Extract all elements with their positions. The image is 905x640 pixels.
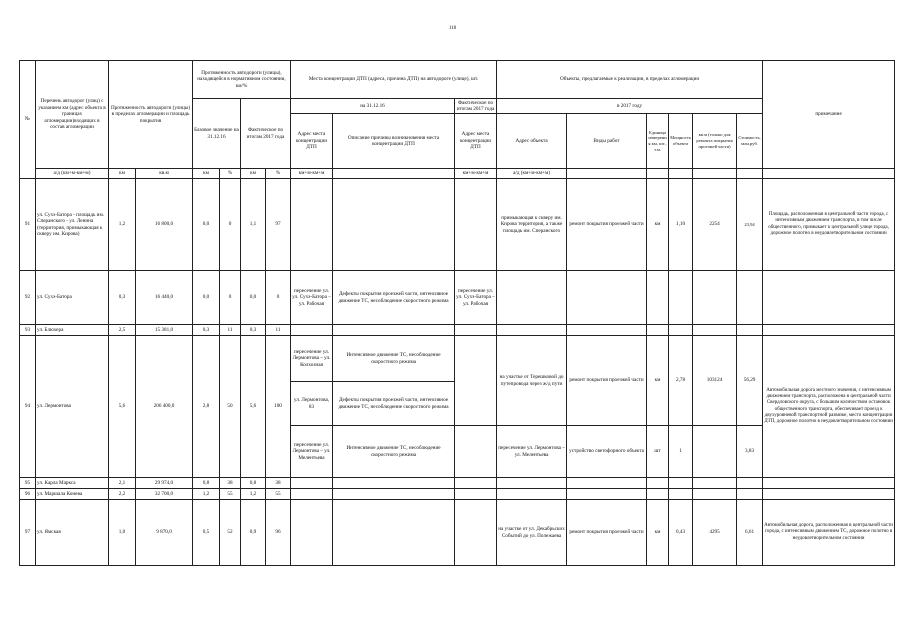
road-length: 2,2	[109, 489, 136, 500]
actual-km: 0,0	[241, 271, 266, 325]
header-obj-address: Адрес объекта	[497, 114, 567, 169]
row-num: 94	[20, 336, 36, 478]
header-dtp-address: Адрес места концентрации ДТП	[291, 114, 333, 169]
header-dtp-places: Места концентрации ДТП (адреса, причина ДТП) на автодороге (улице), шт.	[291, 61, 497, 99]
actual-km: 1,1	[241, 179, 266, 271]
header-row-1	[20, 61, 895, 99]
road-area: 32 700,0	[136, 489, 193, 500]
dtp-cause: Дефекты покрытия проезжей части, интенсивное движение ТС, несоблюдение скоростного режима	[333, 382, 455, 426]
header-units-row	[20, 169, 895, 179]
actual-km: 1,2	[241, 489, 266, 500]
road-name: ул. Сухэ-Батора	[36, 271, 109, 325]
capacity: 2,78	[669, 336, 693, 426]
actual-km: 0,9	[241, 500, 266, 566]
base-pct: 0	[220, 179, 241, 271]
row-num: 92	[20, 271, 36, 325]
road-name: ул. Маршала Конева	[36, 489, 109, 500]
road-area: 9 870,0	[136, 500, 193, 566]
unit-addr: а/д (км+м-км+м)	[36, 169, 109, 179]
dtp-cause: Интенсивное движение ТС, несоблюдение скоростного режима	[333, 336, 455, 382]
road-name: ул. Ямская	[36, 500, 109, 566]
base-km: 0,8	[193, 478, 220, 489]
actual-km: 0,8	[241, 478, 266, 489]
row-num: 91	[20, 179, 36, 271]
base-pct: 0	[220, 271, 241, 325]
road-length: 2,1	[109, 478, 136, 489]
unit-dtp-kmm-2: км+м-км+м	[455, 169, 497, 179]
header-work-type: Виды работ	[567, 114, 647, 169]
road-length: 2,5	[109, 325, 136, 336]
object-address: на участке от ул. Декабрьских Событий до ул. Полежаева	[497, 500, 567, 566]
base-km: 2,8	[193, 336, 220, 478]
unit: км	[647, 336, 669, 426]
dtp-address: пересечение ул. Лермонтова – ул. Мелентьева	[291, 426, 333, 478]
unit-obj-addr: а/д (км+м-км+м)	[497, 169, 567, 179]
work-type: устройство светофорного объекта	[567, 426, 647, 478]
header-road-list: Перечень автодорог (улиц) с указанием км (адрес объекта в границах агломерации)входящих в состав агломерации	[36, 61, 109, 169]
header-capacity: Мощность объекта	[669, 114, 693, 169]
road-length: 5,6	[109, 336, 136, 478]
capacity: 1	[669, 426, 693, 478]
repair-area: 2254	[693, 179, 737, 271]
table-row	[20, 489, 895, 500]
unit: шт	[647, 426, 669, 478]
header-area: кв.м (только для ремонта покрытия проезжей части)	[693, 114, 737, 169]
work-type: ремонт покрытия проезжей части	[567, 336, 647, 426]
base-km: 0,5	[193, 500, 220, 566]
actual-km: 5,6	[241, 336, 266, 478]
object-address: примыкающая к скверу им. Кирова территория, а также площадь им. Сперанского	[497, 179, 567, 271]
base-pct: 38	[220, 478, 241, 489]
header-length-total: Протяженность автодороги (улицы) в пределах агломерации и площадь покрытия	[109, 61, 193, 169]
base-pct: 11	[220, 325, 241, 336]
actual-pct: 96	[266, 500, 291, 566]
base-pct: 55	[220, 489, 241, 500]
table-row	[20, 336, 895, 382]
actual-km: 0,3	[241, 325, 266, 336]
note: Автомобильная дорога, расположенная в центральной части города, с интенсивным движением ТС, дорожное полотно в неудовлетворительном состоянии	[763, 500, 895, 566]
header-base-value: Базовое значение на 31.12.16	[193, 99, 241, 169]
road-name: ул. Сухэ-Батора - площадь им. Сперанского - ул. Ленина (территория, примыкающая к скверу им. Кирова)	[36, 179, 109, 271]
unit: км	[647, 500, 669, 566]
header-unit: Единица измерения км, шт., т.м.	[647, 114, 669, 169]
road-area: 16 800,0	[136, 179, 193, 271]
header-objects: Объекты, предлагаемые к реализации, в пределах агломерации	[497, 61, 763, 99]
base-pct: 52	[220, 500, 241, 566]
header-norm-length: Протяженность автодороги (улицы), находящейся в нормативном состоянии, км/%	[193, 61, 291, 99]
header-num: №	[20, 61, 36, 179]
road-area: 16 440,0	[136, 271, 193, 325]
road-length: 1,0	[109, 500, 136, 566]
road-area: 206 400,0	[136, 336, 193, 478]
unit-dtp-kmm: км+м-км+м	[291, 169, 333, 179]
table-row	[20, 271, 895, 325]
header-dtp-as-of: на 31.12.16	[291, 99, 455, 114]
base-km: 1,2	[193, 489, 220, 500]
capacity: 1,10	[669, 179, 693, 271]
actual-pct: 38	[266, 478, 291, 489]
header-dtp-cause: Описание причины возникновения места концентрации ДТП	[333, 114, 455, 169]
header-dtp-actual-2017: Фактическое по итогам 2017 года	[455, 99, 497, 114]
dtp-address: ул. Лермонтова, 83	[291, 382, 333, 426]
base-km: 0,3	[193, 325, 220, 336]
header-dtp-address-2: Адрес места концентрации ДТП	[455, 114, 497, 169]
unit-pct-actual: %	[266, 169, 291, 179]
repair-area: 103124	[693, 336, 737, 426]
cost: 6,61	[737, 500, 763, 566]
road-area: 15 381,0	[136, 325, 193, 336]
dtp-address-2017: пересечение ул. ул. Сухэ-Батора – ул. Рабочая	[455, 271, 497, 325]
road-length: 1,2	[109, 179, 136, 271]
unit-km-base: км	[193, 169, 220, 179]
header-year-2017: в 2017 году	[497, 99, 763, 114]
table-row	[20, 478, 895, 489]
road-name: ул. Карла Маркса	[36, 478, 109, 489]
work-type: ремонт покрытия проезжей части	[567, 179, 647, 271]
actual-pct: 97	[266, 179, 291, 271]
row-num: 97	[20, 500, 36, 566]
actual-pct: 11	[266, 325, 291, 336]
note: Площадь, расположенная в центральной части города, с интенсивным движением транспорта, в том числе общественного, примыкает к центральной улице города, дорожное полотно в неудовлетворительном состоянии	[763, 179, 895, 271]
unit-km: км	[109, 169, 136, 179]
unit-pct-base: %	[220, 169, 241, 179]
base-km: 0,0	[193, 271, 220, 325]
actual-pct: 100	[266, 336, 291, 478]
base-km: 0,0	[193, 179, 220, 271]
header-cost: Стоимость, млн.руб.	[737, 114, 763, 169]
table-row	[20, 325, 895, 336]
cost: 23,94	[737, 179, 763, 271]
header-actual-2017: Фактическое по итогам 2017 года	[241, 99, 291, 169]
road-area: 29 974,0	[136, 478, 193, 489]
unit: км	[647, 179, 669, 271]
road-name: ул. Лермонтова	[36, 336, 109, 478]
roads-table	[19, 60, 895, 566]
object-address: на участке от Терешковой до путепровода через ж/д пути	[497, 336, 567, 426]
dtp-address: пересечение ул. ул. Сухэ-Батора – ул. Рабочая	[291, 271, 333, 325]
note: Автомобильная дорога местного значения, с интенсивным движением транспорта, расположена в центральной части Свердловского округа, с большим количеством остановок общественного транспорта, обеспечивает проезд к двухуровневой транспортной развязке, место концентрации ДТП, дорожное полотно в неудовлетворительном состоянии	[763, 336, 895, 478]
actual-pct: 0	[266, 271, 291, 325]
row-num: 96	[20, 489, 36, 500]
repair-area: 4295	[693, 500, 737, 566]
dtp-cause: Интенсивное движение ТС, несоблюдение скоростного режима	[333, 426, 455, 478]
table-row	[20, 500, 895, 566]
dtp-address: пересечение ул. Лермонтова – ул. Колхозная	[291, 336, 333, 382]
road-name: ул. Блюхера	[36, 325, 109, 336]
work-type: ремонт покрытия проезжей части	[567, 500, 647, 566]
cost: 3,83	[737, 426, 763, 478]
base-pct: 50	[220, 336, 241, 478]
unit-km-actual: км	[241, 169, 266, 179]
capacity: 0,43	[669, 500, 693, 566]
unit-sqm: кв.м	[136, 169, 193, 179]
road-length: 0,3	[109, 271, 136, 325]
cost: 56,29	[737, 336, 763, 426]
header-note: примечание	[763, 61, 895, 169]
table-row	[20, 179, 895, 271]
row-num: 95	[20, 478, 36, 489]
object-address: пересечение ул. Лермонтова – ул. Мелентьева	[497, 426, 567, 478]
row-num: 93	[20, 325, 36, 336]
page-number: 118	[448, 26, 457, 31]
actual-pct: 55	[266, 489, 291, 500]
dtp-cause: Дефекты покрытия проезжей части, интенсивное движение ТС, несоблюдение скоростного режима	[333, 271, 455, 325]
